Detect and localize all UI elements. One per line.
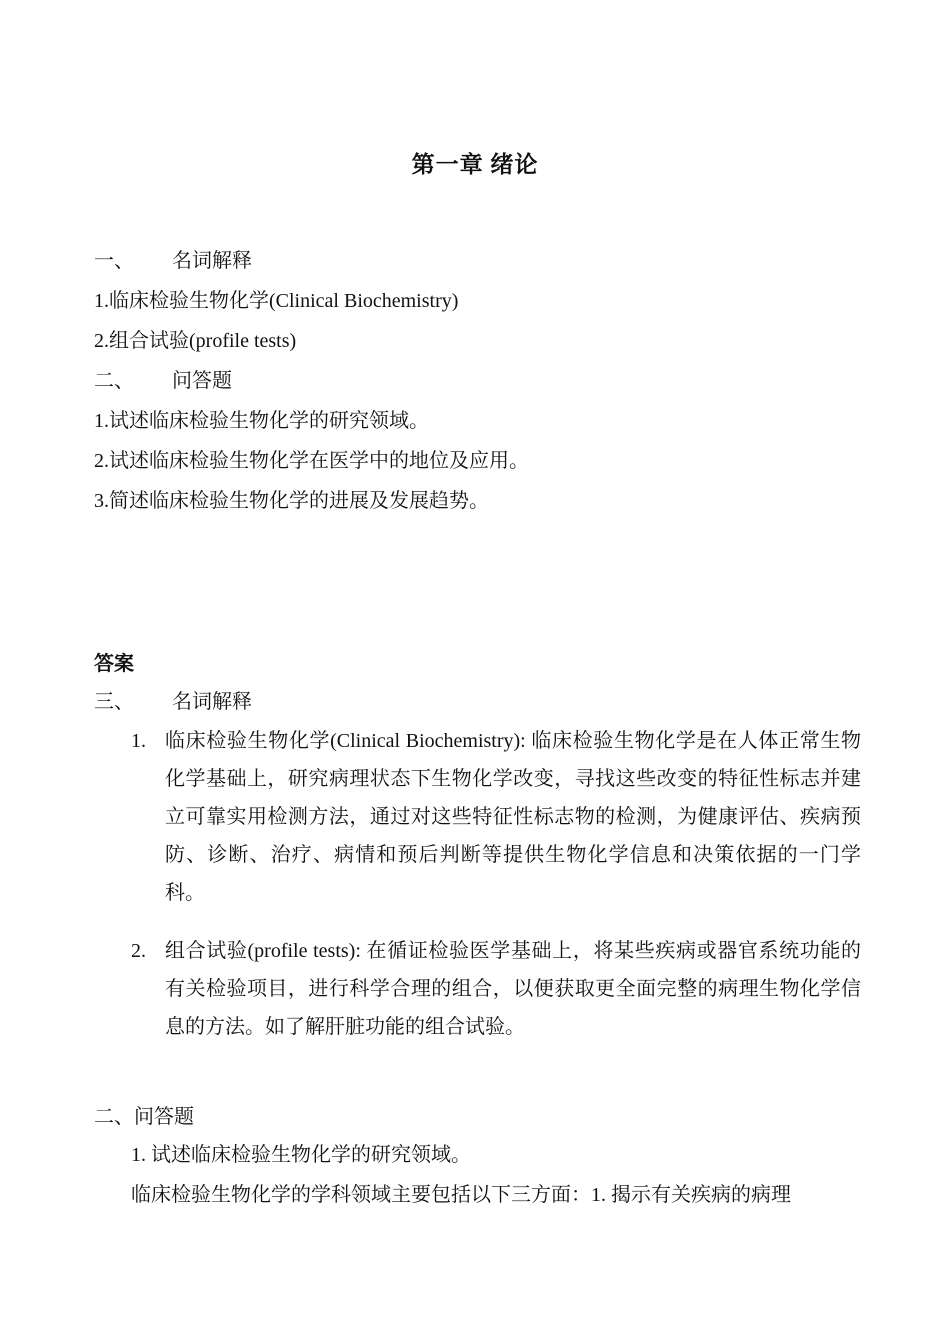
section-label: 问答题	[172, 370, 232, 392]
section-number: 一、	[94, 250, 134, 272]
answer-item-2	[131, 932, 861, 1046]
answer-qa-text-1: 临床检验生物化学的学科领域主要包括以下三方面：1. 揭示有关疾病的病理	[131, 1184, 791, 1206]
section-heading-qa	[94, 367, 232, 395]
section-number: 二、	[94, 370, 134, 392]
section-label: 名词解释	[172, 691, 252, 713]
section-label: 名词解释	[172, 250, 252, 272]
answer-section-terms	[94, 688, 252, 716]
answer-text: 组合试验(profile tests): 在循证检验医学基础上，将某些疾病或器官系统功能的有关检验项目，进行科学合理的组合，以便获取更全面完整的病理生物化学信息的方法。如了解肝脏功能的组合试验。	[165, 940, 861, 1038]
answer-section-qa: 二、问答题	[94, 1106, 194, 1128]
question-qa-2: 2.试述临床检验生物化学在医学中的地位及应用。	[94, 450, 529, 472]
question-qa-1: 1.试述临床检验生物化学的研究领域。	[94, 410, 429, 432]
section-heading-terms	[94, 247, 252, 275]
question-qa-3: 3.简述临床检验生物化学的进展及发展趋势。	[94, 490, 489, 512]
chapter-title: 第一章 绪论	[411, 152, 539, 177]
answer-text: 临床检验生物化学(Clinical Biochemistry): 临床检验生物化学是在人体正常生物化学基础上，研究病理状态下生物化学改变，寻找这些改变的特征性标志并建立可靠实用检测方法，通过对这些特征性标志物的检测，为健康评估、疾病预防、诊断、治疗、病情和预后判断等提供生物化学信息和决策依据的一门学科。	[165, 730, 861, 904]
question-term-1: 1.临床检验生物化学(Clinical Biochemistry)	[94, 290, 459, 312]
question-term-2: 2.组合试验(profile tests)	[94, 330, 297, 352]
list-number: 1.	[131, 730, 146, 752]
list-number: 2.	[131, 940, 146, 962]
section-number: 三、	[94, 691, 134, 713]
answers-heading: 答案	[94, 653, 134, 675]
answer-qa-question-1: 1. 试述临床检验生物化学的研究领域。	[131, 1144, 471, 1166]
answer-item-1	[131, 722, 861, 912]
